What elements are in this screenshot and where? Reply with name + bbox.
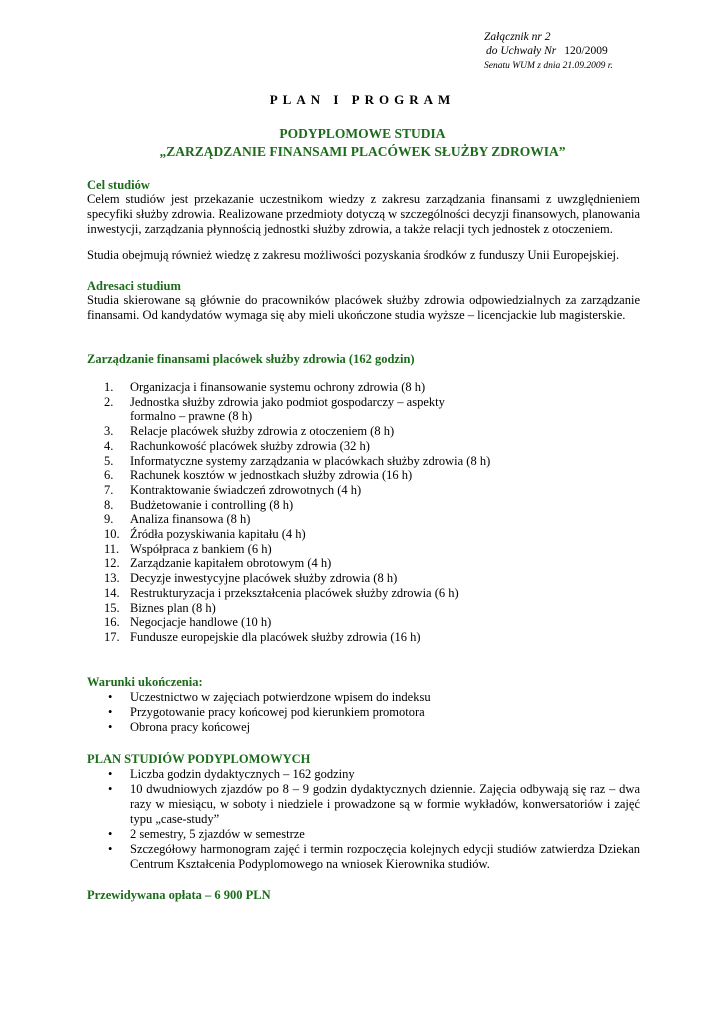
program-item: 8. Budżetowanie i controlling (8 h) xyxy=(104,497,294,512)
program-item: 13. Decyzje inwestycyjne placówek służby zdrowia (8 h) xyxy=(104,571,398,586)
goal-text-2: Studia obejmują również wiedzę z zakresu możliwości pozyskania środków z funduszy Unii Europejskiej. xyxy=(87,248,620,262)
document-subtitle-1: PODYPLOMOWE STUDIA xyxy=(279,126,446,141)
plan-item: • Szczegółowy harmonogram zajęć i termin rozpoczęcia kolejnych edycji studiów zatwierdza Dziekan Centrum Kształcenia Podyplomowego na wniosek Kierownika studiów. xyxy=(87,842,640,872)
audience-text: Studia skierowane są głównie do pracowników placówek służby zdrowia odpowiedzialnych za zarządzanie finansami. Od kandydatów wymaga się aby mieli ukończone studia wyższe – licencjackie lub magisterskie. xyxy=(87,293,640,322)
audience-heading: Adresaci studium xyxy=(87,279,181,293)
goal-heading: Cel studiów xyxy=(87,178,150,192)
plan-item: • Liczba godzin dydaktycznych – 162 godziny xyxy=(87,767,640,782)
program-item: 9. Analiza finansowa (8 h) xyxy=(104,512,251,527)
plan-item: • 10 dwudniowych zjazdów po 8 – 9 godzin dydaktycznych dziennie. Zajęcia odbywają się raz – dwa razy w miesiącu, w soboty i niedziele i prowadzone są w formie wykładów, konwersatoriów i zajęć typu „case-study” xyxy=(87,782,640,827)
program-item: 17. Fundusze europejskie dla placówek służby zdrowia (16 h) xyxy=(104,629,421,644)
annex-note xyxy=(484,30,714,73)
completion-item: • Przygotowanie pracy końcowej pod kierunkiem promotora xyxy=(87,705,640,720)
program-item: 1. Organizacja i finansowanie systemu ochrony zdrowia (8 h) xyxy=(104,380,426,394)
completion-heading: Warunki ukończenia: xyxy=(87,675,203,689)
program-item: 2. Jednostka służby zdrowia jako podmiot gospodarczy – aspekty formalno – prawne (8 h) xyxy=(104,394,445,424)
program-item: 10. Źródła pozyskiwania kapitału (4 h) xyxy=(104,527,306,542)
program-list xyxy=(87,380,647,645)
program-heading: Zarządzanie finansami placówek służby zdrowia (162 godzin) xyxy=(87,352,415,366)
program-item: 3. Relacje placówek służby zdrowia z otoczeniem (8 h) xyxy=(104,424,395,439)
annex-resolution-label: do Uchwały Nr xyxy=(486,45,557,57)
fee-text: Przewidywana opłata – 6 900 PLN xyxy=(87,888,271,902)
annex-line-3: Senatu WUM z dnia 21.09.2009 r. xyxy=(484,61,613,71)
document-subtitle-2: „ZARZĄDZANIE FINANSAMI PLACÓWEK SŁUŻBY ZDROWIA” xyxy=(159,144,566,159)
annex-line-1: Załącznik nr 2 xyxy=(484,31,551,43)
program-item: 15. Biznes plan (8 h) xyxy=(104,600,216,615)
annex-resolution-number: 120/2009 xyxy=(564,45,608,57)
goal-text: Celem studiów jest przekazanie uczestnikom wiedzy z zakresu zarządzania finansami z uwzględnieniem specyfiki służby zdrowia. Realizowane przedmioty dotyczą w szczególności decyzji finansowych, planowania inwestycji, zarządzania płynnością jednostki służby zdrowia, a także relacji tych jednostek z otoczeniem. xyxy=(87,192,640,236)
completion-item: • Uczestnictwo w zajęciach potwierdzone wpisem do indeksu xyxy=(87,690,640,705)
program-item: 4. Rachunkowość placówek służby zdrowia (32 h) xyxy=(104,438,370,453)
program-item: 11. Współpraca z bankiem (6 h) xyxy=(104,541,272,556)
program-item: 6. Rachunek kosztów w jednostkach służby zdrowia (16 h) xyxy=(104,468,413,483)
plan-heading: PLAN STUDIÓW PODYPLOMOWYCH xyxy=(87,752,311,766)
document-title: PLAN I PROGRAM xyxy=(269,92,456,107)
plan-item: • 2 semestry, 5 zjazdów w semestrze xyxy=(87,827,640,842)
program-item: 5. Informatyczne systemy zarządzania w placówkach służby zdrowia (8 h) xyxy=(104,453,491,468)
completion-list xyxy=(87,690,640,735)
plan-list xyxy=(87,767,640,872)
completion-item: • Obrona pracy końcowej xyxy=(87,720,640,735)
program-item: 14. Restrukturyzacja i przekształcenia placówek służby zdrowia (6 h) xyxy=(104,585,459,600)
program-item: 12. Zarządzanie kapitałem obrotowym (4 h) xyxy=(104,556,332,571)
annex-line-2 xyxy=(484,44,714,59)
program-item: 7. Kontraktowanie świadczeń zdrowotnych (4 h) xyxy=(104,482,362,497)
program-item: 16. Negocjacje handlowe (10 h) xyxy=(104,615,272,630)
